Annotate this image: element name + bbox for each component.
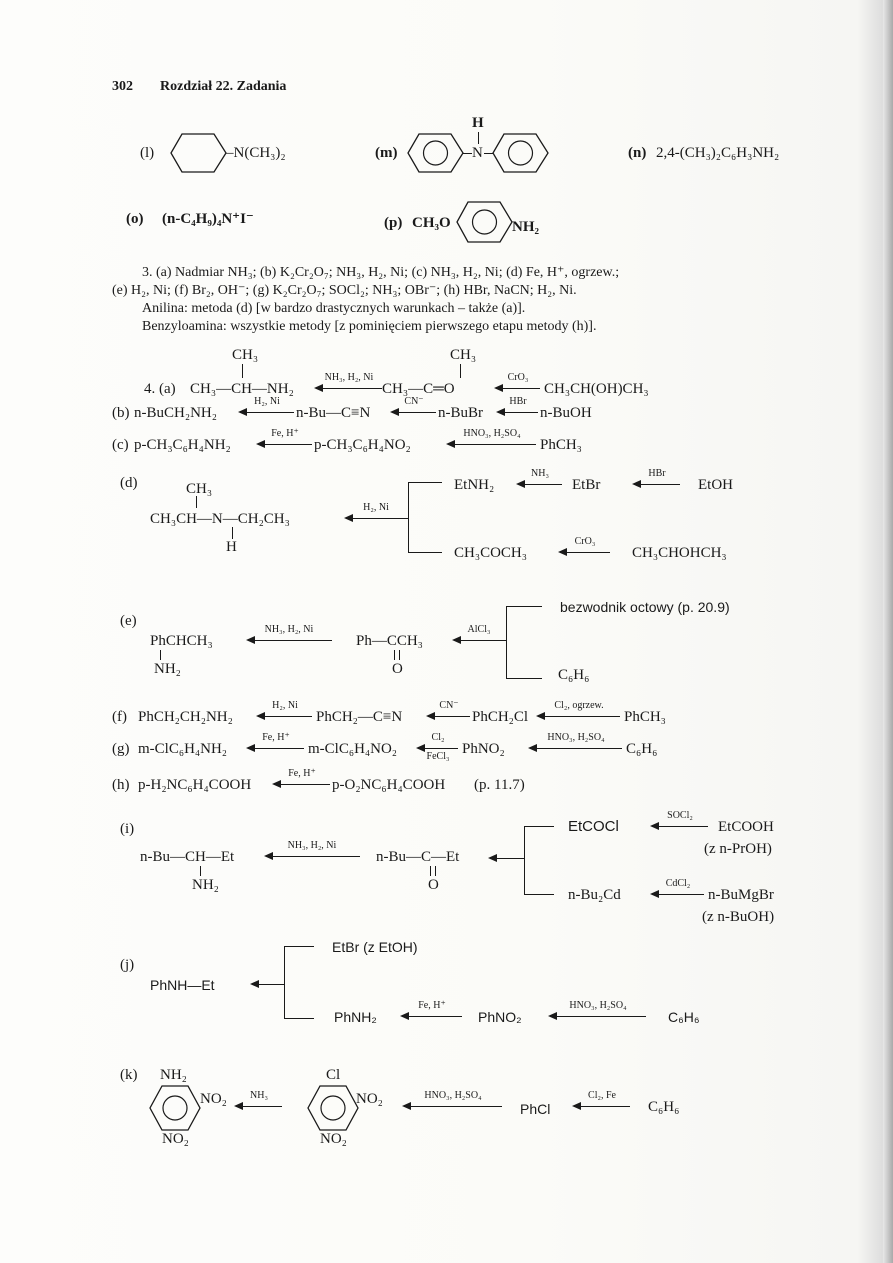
- arrow: [240, 412, 294, 413]
- q4b-reagent-1: H₂, Ni: [254, 396, 280, 407]
- q4j-top: EtBr (z EtOH): [332, 939, 418, 955]
- q4k-reagent-1: NH₃: [250, 1090, 268, 1101]
- arrowhead: [558, 548, 567, 556]
- part-l-label: (l): [140, 145, 155, 161]
- q4j-bot-reagent-2: HNO₃, H₂SO₄: [569, 1000, 627, 1011]
- arrow: [404, 1106, 502, 1107]
- arrow: [454, 640, 506, 641]
- part-m-n: N: [472, 145, 483, 161]
- q4d-bot-1: CH₃COCH₃: [454, 545, 527, 561]
- part-n-formula: 2,4-(CH₃)₂C₆H₃NH₂: [656, 145, 780, 161]
- q4k-reagent-2: HNO₃, H₂SO₄: [424, 1090, 482, 1101]
- q4a-lead: 4. (a): [144, 381, 176, 397]
- q4e-reagent-1: NH₃, H₂, Ni: [264, 624, 314, 635]
- q4j-bot-2: PhNO₂: [478, 1009, 522, 1025]
- arrowhead: [344, 514, 353, 522]
- q4g-reagent-2b: FeCl₃: [426, 751, 450, 762]
- arrowhead: [516, 480, 525, 488]
- q4d-bot-2: CH₃CHOHCH₃: [632, 545, 727, 561]
- arrowhead: [390, 408, 399, 416]
- bond: [242, 364, 243, 378]
- arrowhead: [256, 440, 265, 448]
- bond: [460, 364, 461, 378]
- q4g-product-2: m-ClC₆H₄NO₂: [308, 741, 398, 757]
- bracket: [408, 482, 409, 552]
- q4b-product-3: n-BuBr: [438, 405, 483, 421]
- benzene-ring-k2: [306, 1084, 360, 1132]
- q4f-label: (f): [112, 709, 127, 725]
- bond: [200, 866, 201, 876]
- q4k-label: (k): [120, 1067, 138, 1083]
- bond: [478, 132, 479, 144]
- arrow: [248, 748, 304, 749]
- q4i-top-1: EtCOCl: [568, 818, 619, 835]
- arrowhead: [234, 1102, 243, 1110]
- q4g-product-3: PhNO₂: [462, 741, 505, 757]
- bracket-top: [506, 606, 542, 607]
- part-n-label: (n): [628, 145, 647, 161]
- bracket-bottom: [506, 678, 542, 679]
- arrowhead: [446, 440, 455, 448]
- cyclohexane-ring: [170, 132, 228, 174]
- arrowhead: [548, 1012, 557, 1020]
- arrow: [316, 388, 382, 389]
- q4i-bot-reagent: CdCl₂: [665, 878, 691, 889]
- q4i-reagent-1: NH₃, H₂, Ni: [287, 840, 337, 851]
- q4c-reagent-2: HNO₃, H₂SO₄: [463, 428, 521, 439]
- q4a-reagent-2: CrO₃: [507, 372, 529, 383]
- q3-line3: Anilina: metoda (d) [w bardzo drastycznych warunkach – także (a)].: [142, 301, 526, 316]
- arrow: [274, 784, 330, 785]
- arrowhead: [250, 980, 259, 988]
- q4j-bot-reagent-1: Fe, H⁺: [418, 1000, 446, 1011]
- arrow: [530, 748, 622, 749]
- arrowhead: [632, 480, 641, 488]
- arrowhead: [650, 822, 659, 830]
- arrow: [258, 444, 312, 445]
- page-number: 302: [112, 79, 133, 94]
- q4k-reagent-3: Cl₂, Fe: [588, 1090, 616, 1101]
- q4b-product-2: n-Bu—C≡N: [296, 405, 371, 421]
- q4d-top-3: EtOH: [698, 477, 733, 493]
- q4b-reagent-2: CN⁻: [404, 396, 424, 407]
- arrow: [560, 552, 610, 553]
- q4i-top-2: EtCOOH: [718, 819, 774, 835]
- q4i-label: (i): [120, 821, 135, 837]
- arrow: [538, 716, 620, 717]
- bond: [196, 496, 197, 508]
- q4i-product-2-sub: O: [428, 877, 439, 893]
- bracket: [506, 606, 507, 678]
- arrow: [652, 826, 708, 827]
- arrow: [258, 716, 312, 717]
- arrowhead: [314, 384, 323, 392]
- arrowhead: [488, 854, 497, 862]
- q4e-product-1: PhCHCH₃: [150, 633, 213, 649]
- q4g-product-1: m-ClC₆H₄NH₂: [138, 741, 228, 757]
- arrowhead: [238, 408, 247, 416]
- arrowhead: [494, 384, 503, 392]
- q4i-product-1-sub: NH₂: [192, 877, 219, 893]
- q4e-product-1-sub: NH₂: [154, 661, 181, 677]
- benzene-ring-p: [456, 200, 514, 244]
- q4f-product-3: PhCH₂Cl: [472, 709, 529, 725]
- bracket-top: [284, 946, 314, 947]
- q4e-product-2: Ph—CCH₃: [356, 633, 423, 649]
- page-edge-shadow: [883, 0, 893, 1263]
- q4a-product-3: CH₃CH(OH)CH₃: [544, 381, 649, 397]
- q4e-bot: C₆H₆: [558, 667, 590, 683]
- q4d-top-1: EtNH₂: [454, 477, 495, 493]
- arrowhead: [452, 636, 461, 644]
- q4k-s2-right: NO₂: [356, 1091, 383, 1107]
- arrow: [550, 1016, 646, 1017]
- part-l-formula: –N(CH₃)₂: [226, 145, 286, 161]
- q4a-ch3-top-1: CH₃: [232, 347, 259, 363]
- arrowhead: [650, 890, 659, 898]
- q4h-label: (h): [112, 777, 130, 793]
- arrowhead: [528, 744, 537, 752]
- q4b-reagent-3: HBr: [509, 396, 527, 407]
- arrow: [448, 444, 536, 445]
- q4h-product-2: p-O₂NC₆H₄COOH: [332, 777, 446, 793]
- q4d-h: H: [226, 539, 237, 555]
- arrow: [346, 518, 408, 519]
- q3-line4: Benzyloamina: wszystkie metody [z pominięciem pierwszego etapu metody (h)].: [142, 319, 597, 334]
- q4b-product-1: n-BuCH₂NH₂: [134, 405, 217, 421]
- bracket-bottom: [408, 552, 442, 553]
- q4g-reagent-2: Cl₂: [431, 732, 445, 743]
- q4d-main: CH₃CH—N—CH₂CH₃: [150, 511, 290, 527]
- q4d-top-2: EtBr: [572, 477, 601, 493]
- q4f-product-2: PhCH₂—C≡N: [316, 709, 403, 725]
- q4g-product-4: C₆H₆: [626, 741, 658, 757]
- q4g-label: (g): [112, 741, 130, 757]
- q4j-label: (j): [120, 957, 135, 973]
- bracket-top: [524, 826, 554, 827]
- arrow: [266, 856, 360, 857]
- double-bond: [430, 866, 436, 876]
- bond: [463, 153, 472, 154]
- q4c-product-1: p-CH₃C₆H₄NH₂: [134, 437, 231, 453]
- chapter-title: Rozdział 22. Zadania: [160, 79, 287, 94]
- part-m-h: H: [472, 115, 484, 131]
- arrowhead: [256, 712, 265, 720]
- benzene-ring-right: [492, 132, 550, 174]
- q4i-top-note: (z n-PrOH): [704, 841, 772, 857]
- q4f-reagent-1: H₂, Ni: [272, 700, 298, 711]
- arrowhead: [536, 712, 545, 720]
- q4g-reagent-3: HNO₃, H₂SO₄: [547, 732, 605, 743]
- arrowhead: [264, 852, 273, 860]
- q4h-reagent-1: Fe, H⁺: [288, 768, 316, 779]
- part-o-formula: (n-C₄H₉)₄N⁺I⁻: [162, 211, 254, 227]
- q4a-ch3-top-2: CH₃: [450, 347, 477, 363]
- arrow: [402, 1016, 462, 1017]
- q4h-product-1: p-H₂NC₆H₄COOH: [138, 777, 252, 793]
- q3-line2: (e) H₂, Ni; (f) Br₂, OH⁻; (g) K₂Cr₂O₇; SOCl₂; NH₃; OBr⁻; (h) HBr, NaCN; H₂, Ni.: [112, 283, 577, 298]
- q4f-reagent-2: CN⁻: [439, 700, 459, 711]
- q4i-product-2: n-Bu—C—Et: [376, 849, 460, 865]
- q4i-product-1: n-Bu—CH—Et: [140, 849, 235, 865]
- q4k-s1-top: NH₂: [160, 1067, 187, 1083]
- arrow: [574, 1106, 630, 1107]
- benzene-ring-k1: [148, 1084, 202, 1132]
- q4i-bot-2: n-BuMgBr: [708, 887, 774, 903]
- q4d-label: (d): [120, 475, 138, 491]
- q4f-reagent-3: Cl₂, ogrzew.: [554, 700, 604, 711]
- part-p-left: CH₃O: [412, 215, 451, 231]
- q4b-product-4: n-BuOH: [540, 405, 592, 421]
- q4e-label: (e): [120, 613, 137, 629]
- q4i-bot-note: (z n-BuOH): [702, 909, 775, 925]
- q4d-top-reagent-2: HBr: [648, 468, 666, 479]
- q4c-reagent-1: Fe, H⁺: [271, 428, 299, 439]
- double-bond: [394, 650, 400, 660]
- q4a-reagent-1: NH₃, H₂, Ni: [324, 372, 374, 383]
- q4k-product-3: PhCl: [520, 1101, 551, 1117]
- q4k-s1-right: NO₂: [200, 1091, 227, 1107]
- q3-line1: 3. (a) Nadmiar NH₃; (b) K₂Cr₂O₇; NH₃, H₂, Ni; (c) NH₃, H₂, Ni; (d) Fe, H⁺, ogrzew.;: [142, 265, 620, 280]
- arrowhead: [246, 744, 255, 752]
- q4h-note: (p. 11.7): [474, 777, 525, 793]
- arrow: [248, 640, 332, 641]
- q4c-product-3: PhCH₃: [540, 437, 582, 453]
- arrow: [652, 894, 704, 895]
- bond: [160, 650, 161, 660]
- q4c-product-2: p-CH₃C₆H₄NO₂: [314, 437, 411, 453]
- q4j-bot-1: PhNH₂: [334, 1009, 377, 1025]
- bracket: [284, 946, 285, 1018]
- q4g-reagent-1: Fe, H⁺: [262, 732, 290, 743]
- arrowhead: [572, 1102, 581, 1110]
- q4f-product-4: PhCH₃: [624, 709, 666, 725]
- q4e-top: bezwodnik octowy (p. 20.9): [560, 599, 730, 615]
- arrowhead: [400, 1012, 409, 1020]
- part-p-label: (p): [384, 215, 403, 231]
- q4d-reagent-main: H₂, Ni: [363, 502, 389, 513]
- q4k-product-4: C₆H₆: [648, 1099, 680, 1115]
- bracket-top: [408, 482, 442, 483]
- q4d-bot-reagent-1: CrO₃: [574, 536, 596, 547]
- arrowhead: [272, 780, 281, 788]
- arrowhead: [246, 636, 255, 644]
- q4i-top-reagent: SOCl₂: [667, 810, 693, 821]
- q4f-product-1: PhCH₂CH₂NH₂: [138, 709, 233, 725]
- q4k-s1-bot: NO₂: [162, 1131, 189, 1147]
- arrowhead: [426, 712, 435, 720]
- q4a-product-1: CH₃—CH—NH₂: [190, 381, 294, 397]
- benzene-ring-left: [407, 132, 465, 174]
- arrowhead: [496, 408, 505, 416]
- q4k-s2-bot: NO₂: [320, 1131, 347, 1147]
- q4e-reagent-2: AlCl₃: [467, 624, 491, 635]
- q4d-ch3: CH₃: [186, 481, 213, 497]
- arrowhead: [402, 1102, 411, 1110]
- q4j-bot-3: C₆H₆: [668, 1009, 700, 1025]
- q4c-label: (c): [112, 437, 129, 453]
- q4k-s2-top: Cl: [326, 1067, 341, 1083]
- bracket-bottom: [284, 1018, 314, 1019]
- q4i-bot-1: n-Bu₂Cd: [568, 887, 621, 903]
- part-m-label: (m): [375, 145, 398, 161]
- part-o-label: (o): [126, 211, 144, 227]
- bracket: [524, 826, 525, 894]
- q4a-product-2: CH₃—C═O: [382, 381, 455, 397]
- q4j-product-1: PhNH—Et: [150, 977, 215, 993]
- q4b-label: (b): [112, 405, 130, 421]
- q4e-product-2-sub: O: [392, 661, 403, 677]
- bracket-bottom: [524, 894, 554, 895]
- part-p-right: NH₂: [512, 219, 539, 235]
- q4d-top-reagent-1: NH₃: [531, 468, 549, 479]
